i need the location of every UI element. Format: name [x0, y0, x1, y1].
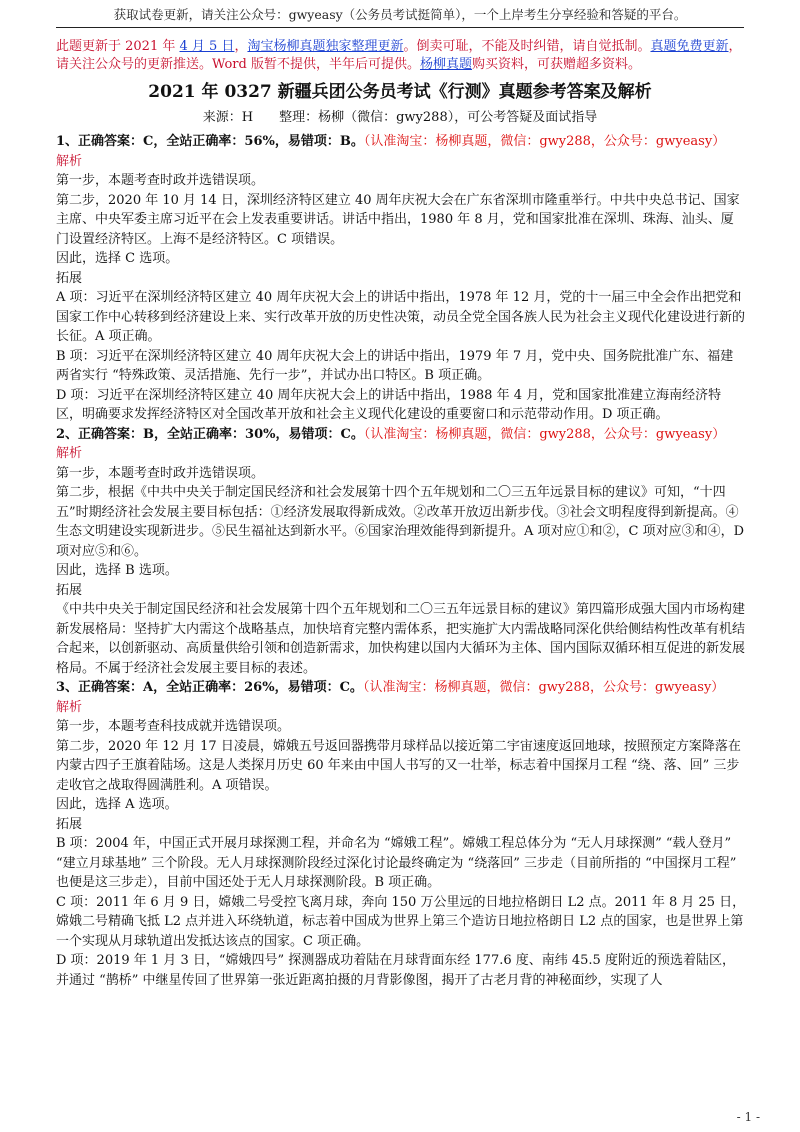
question-header: [56, 678, 746, 698]
extension-paragraph: 《中共中央关于制定国民经济和社会发展第十四个五年规划和二〇三五年远景目标的建议》第四篇形成强大国内市场构建新发展格局：坚持扩大内需这个战略基点，加快培育完整内需体系，把实施扩大内需战略同深化供给侧结构性改革有机结合起来，以创新驱动、高质量供给引领和创造新需求，加快构建以国内大循环为主体、国内国际双循环相互促进的新发展格局。不属于经济社会发展主要目标的表述。: [56, 602, 746, 676]
document-body: [56, 132, 746, 990]
answer-line: 1、正确答案：C，全站正确率：56%，易错项：B。: [56, 134, 364, 149]
extension-paragraph: B 项：习近平在深圳经济特区建立 40 周年庆祝大会上的讲话中指出，1979 年 7 月，党中央、国务院批准广东、福建两省实行 “特殊政策、灵活措施、先行一步”，并试办出口特区。B 项正确。: [56, 348, 734, 383]
extension-label: 拓展: [56, 816, 83, 832]
notice-buy-link[interactable]: 杨柳真题: [419, 57, 472, 72]
extension-paragraph: D 项：2019 年 1 月 3 日，“嫦娥四号” 探测器成功着陆在月球背面东经 177.6 度、南纬 45.5 度附近的预选着陆区，并通过 “鹊桥” 中继星传回了世界第一张近距离拍摄的月背影像图，揭开了古老月背的神秘面纱，实现了人: [56, 953, 735, 988]
question-block: [56, 132, 746, 425]
extension-paragraph: B 项：2004 年，中国正式开展月球探测工程，并命名为 “嫦娥工程”。嫦娥工程总体分为 “无人月球探测” “载人登月” “建立月球基地” 三个阶段。无人月球探测阶段经过深化讨论最终确定为 “绕落回” 三步走（目前所指的 “中国探月工程” 也便是这三步走），目前中国还处于无人月球探测阶段。B 项正确。: [56, 836, 737, 890]
question-block: [56, 425, 746, 679]
notice-text-5: 购买资料，可获赠超多资料。: [472, 57, 642, 72]
analysis-label: 解析: [56, 699, 83, 715]
document-title: 2021 年 0327 新疆兵团公务员考试《行测》真题参考答案及解析: [148, 82, 652, 102]
answer-line: 3、正确答案：A，全站正确率：26%，易错项：C。: [56, 680, 363, 695]
analysis-paragraph: 第一步，本题考查时政并选错误项。: [56, 173, 265, 188]
document-meta: 来源：H 整理：杨柳（微信：gwy288），可公考答疑及面试指导: [202, 110, 598, 125]
notice-date-link[interactable]: 4 月 5 日: [179, 39, 235, 54]
analysis-paragraph: 第一步，本题考查时政并选错误项。: [56, 465, 265, 481]
page-number: - 1 -: [736, 1110, 760, 1124]
promo-note: （认准淘宝：杨柳真题，微信：gwy288，公众号：gwyeasy）: [362, 680, 725, 695]
notice-free-link[interactable]: 真题免费更新: [650, 39, 729, 54]
analysis-label: 解析: [56, 153, 83, 169]
extension-paragraph: C 项：2011 年 6 月 9 日，嫦娥二号受控飞离月球，奔向 150 万公里远的日地拉格朗日 L2 点。2011 年 8 月 25 日，嫦娥二号精确飞抵 L2 点并进入环绕轨道，标志着中国成为世界上第三个造访日地拉格朗日 L2 点的国家，也是世界上第一个实现从月球轨道出发抵达该点的国家。C 项正确。: [56, 894, 746, 949]
question-header: [56, 132, 746, 152]
extension-paragraph: D 项：习近平在深圳经济特区建立 40 周年庆祝大会上的讲话中指出，1988 年 4 月，党和国家批准建立海南经济特区，明确要求发挥经济特区对全国改革开放和社会主义现代化建设的重要窗口和示范带动作用。D 项正确。: [56, 387, 722, 422]
analysis-paragraph: 第二步，根据《中共中央关于制定国民经济和社会发展第十四个五年规划和二〇三五年远景目标的建议》可知，“十四五”时期经济社会发展主要目标包括：①经济发展取得新成效。②改革开放迈出新步伐。③社会文明程度得到新提高。④生态文明建设实现新进步。⑤民生福祉达到新水平。⑥国家治理效能得到新提升。A 项对应①和②，C 项对应③和④，D 项对应⑤和⑥。: [56, 485, 745, 559]
analysis-paragraph: 第二步，2020 年 12 月 17 日凌晨，嫦娥五号返回器携带月球样品以接近第二宇宙速度返回地球，按照预定方案降落在内蒙古四子王旗着陆场。这是人类探月历史 60 年来由中国人书写的又一壮举，标志着中国探月工程 “绕、落、回” 三步走收官之战取得圆满胜利。A 项错误。: [56, 738, 741, 793]
answer-line: 2、正确答案：B，全站正确率：30%，易错项：C。: [56, 426, 364, 442]
extension-label: 拓展: [56, 582, 83, 598]
notice-text-4: ，请关注公众号的更新推送。Word 版暂不提供，半年后可提供。: [56, 39, 742, 72]
page-header: 获取试卷更新，请关注公众号：gwyeasy（公务员考试挺简单），一个上岸考生分享经验和答疑的平台。: [113, 7, 687, 22]
extension-label: 拓展: [56, 270, 83, 286]
notice-shop-link[interactable]: 淘宝杨柳真题独家整理更新: [247, 39, 404, 54]
analysis-paragraph: 第一步，本题考查科技成就并选错误项。: [56, 719, 291, 734]
analysis-label: 解析: [56, 446, 83, 461]
question-block: [56, 678, 746, 990]
promo-note: （认准淘宝：杨柳真题，微信：gwy288，公众号：gwyeasy）: [363, 134, 726, 149]
notice-text-3: 。倒卖可耻，不能及时纠错，请自觉抵制。: [403, 39, 651, 54]
update-notice: [56, 38, 746, 74]
question-header: [56, 425, 746, 445]
extension-paragraph: A 项：习近平在深圳经济特区建立 40 周年庆祝大会上的讲话中指出，1978 年 12 月，党的十一届三中全会作出把党和国家工作中心转移到经济建设上来、实行改革开放的历史性决策，动员全党全国各族人民为社会主义现代化建设进行新的长征。A 项正确。: [56, 290, 746, 344]
analysis-paragraph: 第二步，2020 年 10 月 14 日，深圳经济特区建立 40 周年庆祝大会在广东省深圳市隆重举行。中共中央总书记、国家主席、中央军委主席习近平在会上发表重要讲话。讲话中指出，1980 年 8 月，党和国家批准在深圳、珠海、汕头、厦门设置经济特区。上海不是经济特区。C 项错误。: [56, 192, 740, 247]
analysis-paragraph: 因此，选择 B 选项。: [56, 563, 178, 578]
analysis-paragraph: 因此，选择 A 选项。: [56, 797, 178, 812]
header-divider: [56, 27, 744, 28]
promo-note: （认准淘宝：杨柳真题，微信：gwy288，公众号：gwyeasy）: [363, 426, 726, 442]
notice-text-2: ，: [234, 39, 248, 54]
analysis-paragraph: 因此，选择 C 选项。: [56, 251, 179, 266]
notice-text-1: 此题更新于 2021 年: [56, 39, 180, 54]
